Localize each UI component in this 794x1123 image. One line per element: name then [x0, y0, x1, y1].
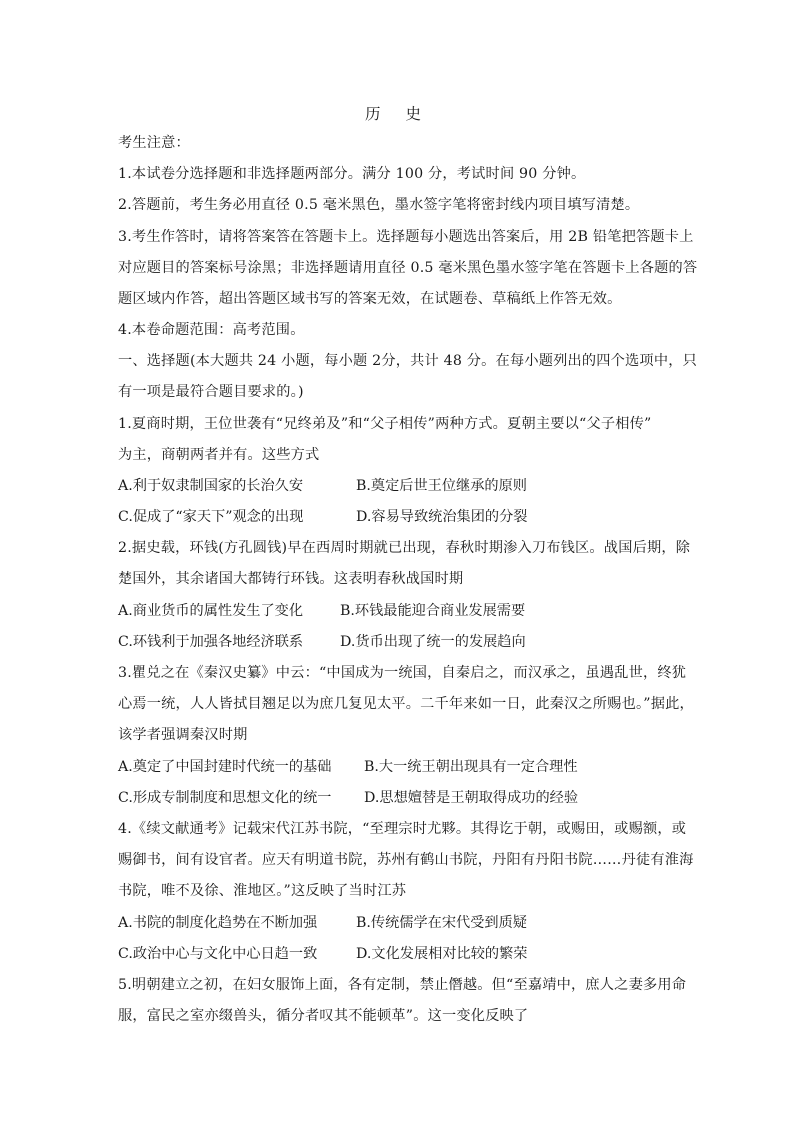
question-3-option-a: A.奠定了中国封建时代统一的基础 [118, 759, 332, 775]
page-title: 历 史 [365, 105, 431, 123]
question-4-stem-cont: 赐御书，间有设官者。应天有明道书院，苏州有鹤山书院，丹阳有丹阳书院……丹徒有淮海 [118, 852, 694, 868]
question-3-stem: 3.瞿兑之在《秦汉史纂》中云：“中国成为一统国，自秦启之，而汉承之，虽遇乱世，终犹 [118, 665, 687, 681]
question-4-stem: 4.《续文献通考》记载宋代江苏书院，“至理宗时尤夥。其得讫于朝，或赐田，或赐额，或 [118, 821, 687, 837]
notice-item: 2.答题前，考生务必用直径 0.5 毫米黑色，墨水签字笔将密封线内项目填写清楚。 [118, 197, 640, 213]
question-1-stem: 1.夏商时期，王位世袭有“兄终弟及”和“父子相传”两种方式。夏朝主要以“父子相传” [118, 416, 652, 432]
question-2-stem: 2.据史载，环钱(方孔圆钱)早在西周时期就已出现，春秋时期渗入刀布钱区。战国后期，除 [118, 540, 691, 556]
question-2-option-c: C.环钱利于加强各地经济联系 [118, 634, 304, 650]
section-heading-cont: 有一项是最符合题目要求的。) [118, 384, 304, 400]
question-4-stem-cont: 书院，唯不及徐、淮地区。”这反映了当时江苏 [118, 883, 407, 899]
question-4-option-a: A.书院的制度化趋势在不断加强 [118, 915, 318, 931]
question-4-option-d: D.文化发展相对比较的繁荣 [356, 946, 528, 962]
notice-item: 题区域内作答，超出答题区域书写的答案无效，在试题卷、草稿纸上作答无效。 [118, 291, 622, 307]
question-5-stem: 5.明朝建立之初，在妇女服饰上面，各有定制，禁止僭越。但“至嘉靖中，庶人之妻多用命 [118, 977, 687, 993]
notice-item: 4.本卷命题范围：高考范围。 [118, 322, 305, 338]
question-5-stem-cont: 服，富民之室亦缀兽头，循分者叹其不能顿革”。这一变化反映了 [118, 1008, 529, 1024]
question-2-stem-cont: 楚国外，其余诸国大都铸行环钱。这表明春秋战国时期 [118, 571, 464, 587]
notice-item: 对应题目的答案标号涂黑；非选择题请用直径 0.5 毫米黑色墨水签字笔在答题卡上各题的答 [118, 260, 698, 276]
question-3-option-d: D.思想嬗替是王朝取得成功的经验 [364, 790, 579, 806]
question-1-option-a: A.利于奴隶制国家的长治久安 [118, 478, 304, 494]
question-3-option-b: B.大一统王朝出现具有一定合理性 [364, 759, 578, 775]
notice-heading: 考生注意： [118, 135, 190, 151]
question-1-option-c: C.促成了“家天下”观念的出现 [118, 509, 304, 525]
question-4-option-c: C.政治中心与文化中心日趋一致 [118, 946, 318, 962]
question-4-option-b: B.传统儒学在宋代受到质疑 [356, 915, 527, 931]
question-2-option-b: B.环钱最能迎合商业发展需要 [340, 603, 526, 619]
section-heading: 一、选择题(本大题共 24 小题，每小题 2分，共计 48 分。在每小题列出的四个选项中，只 [118, 353, 697, 369]
question-1-option-b: B.奠定后世王位继承的原则 [356, 478, 527, 494]
question-3-stem-cont: 该学者强调秦汉时期 [118, 727, 248, 743]
question-2-option-d: D.货币出现了统一的发展趋向 [340, 634, 526, 650]
notice-item: 1.本试卷分选择题和非选择题两部分。满分 100 分，考试时间 90 分钟。 [118, 166, 586, 182]
question-1-option-d: D.容易导致统治集团的分裂 [356, 509, 528, 525]
question-3-stem-cont: 心焉一统，人人皆拭目翘足以为庶几复见太平。二千年来如一日，此秦汉之所赐也。”据此， [118, 696, 694, 712]
question-1-stem-cont: 为主，商朝两者并有。这些方式 [118, 447, 320, 463]
notice-item: 3.考生作答时，请将答案答在答题卡上。选择题每小题选出答案后，用 2B 铅笔把答题卡上 [118, 229, 694, 245]
question-2-option-a: A.商业货币的属性发生了变化 [118, 603, 304, 619]
question-3-option-c: C.形成专制制度和思想文化的统一 [118, 790, 332, 806]
